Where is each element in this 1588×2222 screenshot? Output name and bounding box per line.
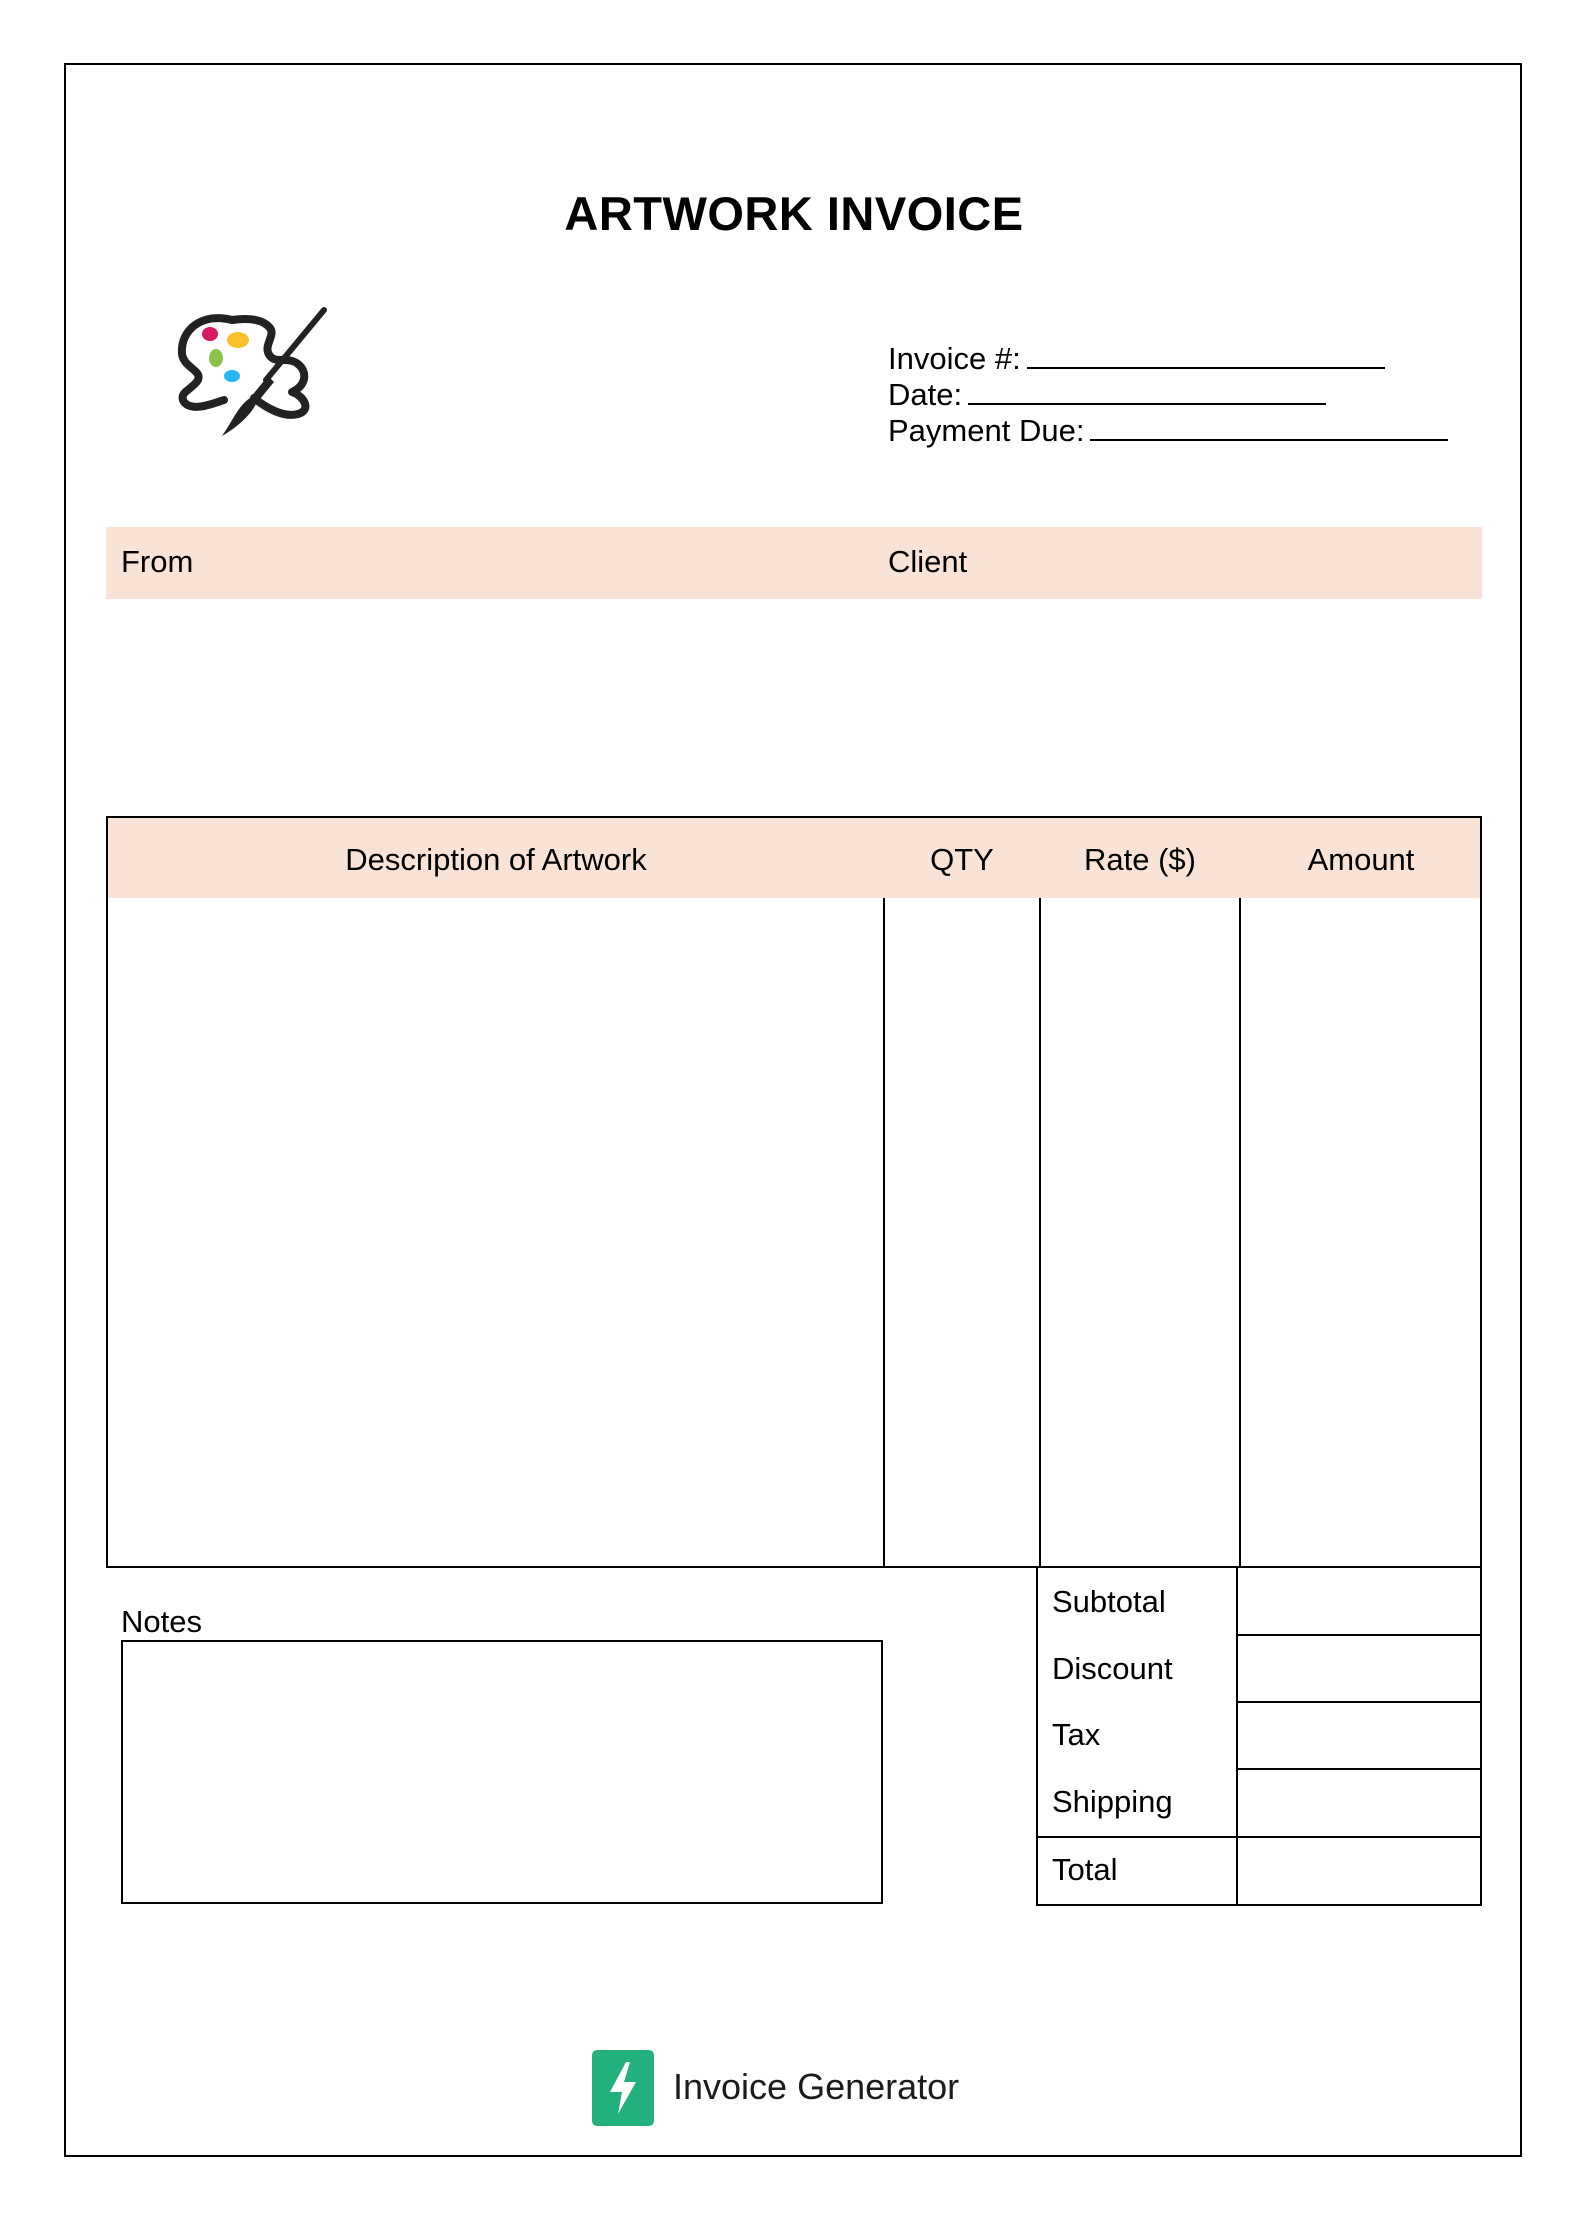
parties-band (106, 527, 1482, 599)
shipping-value[interactable] (1238, 1770, 1480, 1836)
from-label: From (121, 544, 194, 579)
divider (1480, 1568, 1482, 1906)
amount-cell[interactable] (1241, 898, 1482, 1568)
col-description: Description of Artwork (345, 842, 647, 877)
date-line[interactable] (968, 377, 1326, 405)
date-field (888, 377, 1326, 413)
col-qty: QTY (930, 842, 994, 877)
total-label: Total (1052, 1852, 1118, 1887)
invoice-number-label: Invoice #: (888, 341, 1021, 376)
footer-brand-name: Invoice Generator (673, 2066, 960, 2107)
invoice-title: ARTWORK INVOICE (564, 187, 1024, 240)
divider (1036, 1568, 1038, 1906)
total-value[interactable] (1238, 1838, 1480, 1904)
items-table (106, 816, 1482, 1568)
lightning-bolt-icon (592, 2050, 654, 2126)
divider (1036, 1904, 1482, 1906)
tax-value[interactable] (1238, 1703, 1480, 1768)
discount-value[interactable] (1238, 1636, 1480, 1701)
client-label: Client (888, 544, 968, 579)
shipping-label: Shipping (1052, 1784, 1173, 1819)
notes-label: Notes (121, 1604, 202, 1639)
payment-due-field (888, 413, 1448, 449)
discount-label: Discount (1052, 1651, 1173, 1686)
payment-due-label: Payment Due: (888, 413, 1085, 448)
payment-due-line[interactable] (1090, 413, 1448, 441)
rate-cell[interactable] (1041, 898, 1239, 1568)
description-cell[interactable] (108, 898, 883, 1568)
col-amount: Amount (1307, 842, 1415, 877)
paint-palette-icon (172, 306, 336, 452)
qty-cell[interactable] (885, 898, 1039, 1568)
invoice-number-line[interactable] (1027, 341, 1385, 369)
col-rate: Rate ($) (1084, 842, 1196, 877)
tax-label: Tax (1052, 1717, 1101, 1752)
notes-box[interactable] (121, 1640, 883, 1904)
date-label: Date: (888, 377, 963, 412)
subtotal-value[interactable] (1238, 1570, 1480, 1634)
invoice-number-field (888, 341, 1385, 377)
subtotal-label: Subtotal (1052, 1584, 1166, 1619)
